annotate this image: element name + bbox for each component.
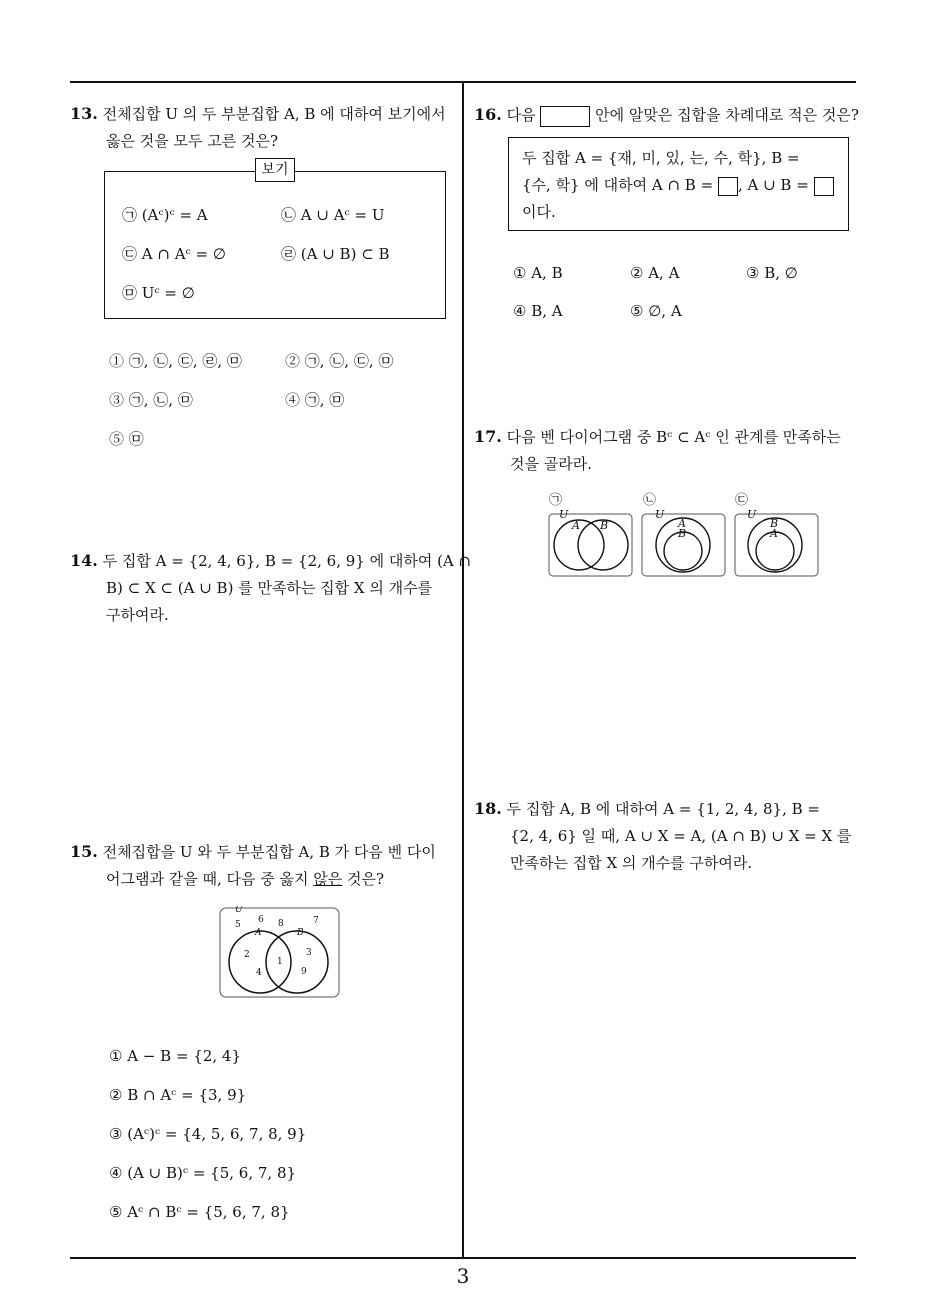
q15-venn-onlya-1: 2 — [244, 950, 250, 960]
q17-venn-3[interactable] — [734, 505, 820, 579]
q15-venn-outside-2: 6 — [258, 915, 264, 925]
q17-venn-1-outer: A — [572, 519, 580, 532]
q15-venn-diagram — [218, 906, 342, 1000]
q16-choice-3[interactable]: ③ B, ∅ — [746, 264, 798, 282]
q14-stem-line3: 구하여라. — [106, 606, 169, 624]
q16-number: 16. — [474, 105, 502, 124]
q16-box-line3: 이다. — [522, 203, 556, 221]
q15-choice-3[interactable]: ③ (Aᶜ)ᶜ = {4, 5, 6, 7, 8, 9} — [109, 1125, 307, 1143]
q15-stem-emphasis: 않은 — [313, 870, 343, 888]
q15-venn-both-1: 1 — [277, 957, 283, 967]
q15-venn-onlyb-2: 9 — [301, 967, 307, 977]
q14-stem-line1: 두 집합 A = {2, 4, 6}, B = {2, 6, 9} 에 대하여 (A ∩ — [102, 552, 472, 570]
q16-prompt-b: 안에 알맞은 집합을 차례대로 적은 것은? — [595, 106, 859, 124]
q17-venn-2-u: U — [655, 508, 665, 521]
q13-item-3: ㉢ A ∩ Aᶜ = ∅ — [122, 245, 226, 263]
q15-venn-onlyb-1: 3 — [306, 948, 312, 958]
q16-choice-2[interactable]: ② A, A — [630, 264, 680, 282]
q15-venn-label-a: A — [255, 928, 262, 938]
q17-venn-3-inner: A — [770, 527, 778, 540]
q16-box-line1: 두 집합 A = {재, 미, 있, 는, 수, 학}, B = — [522, 149, 800, 167]
q15-stem-line2c: 것은? — [342, 870, 385, 888]
q15-venn-outside-3: 8 — [278, 919, 284, 929]
q16-choice-4[interactable]: ④ B, A — [513, 302, 563, 320]
q17-venn-2[interactable] — [641, 505, 727, 579]
q17-stem-line1: 다음 벤 다이어그램 중 Bᶜ ⊂ Aᶜ 인 관계를 만족하는 — [506, 428, 841, 446]
q13-number: 13. — [70, 104, 98, 123]
q17-mark-1: ㉠ — [549, 493, 563, 508]
page-number: 3 — [456, 1264, 470, 1288]
q18-stem-line3: 만족하는 집합 X 의 개수를 구하여라. — [510, 854, 753, 872]
q13-choice-3[interactable]: ③ ㉠, ㉡, ㉤ — [109, 391, 193, 409]
q16-blank-2 — [814, 177, 834, 196]
q17-venn-1-inner: B — [600, 519, 609, 532]
q16-box-line2a: {수, 학} 에 대하여 A ∩ B = — [522, 176, 714, 194]
question-14 — [70, 547, 472, 629]
q17-mark-2: ㉡ — [643, 493, 657, 508]
q17-venn-2-inner: B — [678, 527, 687, 540]
q16-prompt-blank — [540, 106, 590, 127]
q16-choice-1[interactable]: ① A, B — [513, 264, 563, 282]
q17-stem-line2: 것을 골라라. — [510, 455, 592, 473]
q15-choice-5[interactable]: ⑤ Aᶜ ∩ Bᶜ = {5, 6, 7, 8} — [109, 1203, 290, 1221]
q13-stem-line1: 전체집합 U 의 두 부분집합 A, B 에 대하여 보기에서 — [102, 105, 446, 123]
q16-blank-1 — [718, 177, 738, 196]
question-15 — [70, 838, 460, 893]
q13-item-5: ㉤ Uᶜ = ∅ — [122, 284, 195, 302]
q17-mark-3: ㉢ — [735, 493, 749, 508]
q15-stem-line1: 전체집합을 U 와 두 부분집합 A, B 가 다음 벤 다이 — [102, 843, 436, 861]
q14-number: 14. — [70, 551, 98, 570]
q15-venn-outside-1: 5 — [235, 920, 241, 930]
question-17 — [474, 423, 864, 478]
question-13 — [70, 100, 460, 155]
q15-choice-2[interactable]: ② B ∩ Aᶜ = {3, 9} — [109, 1086, 247, 1104]
q13-choice-5[interactable]: ⑤ ㉤ — [109, 430, 144, 448]
q17-number: 17. — [474, 427, 502, 446]
q13-bogi-title: 보기 — [255, 158, 295, 182]
column-divider — [462, 81, 464, 1259]
q16-condition-text — [522, 145, 842, 226]
q13-choice-4[interactable]: ④ ㉠, ㉤ — [285, 391, 345, 409]
q17-venn-3-u: U — [747, 508, 757, 521]
q13-stem-line2: 옳은 것을 모두 고른 것은? — [106, 132, 279, 150]
q17-venn-1-u: U — [559, 508, 569, 521]
q15-venn-label-b: B — [297, 928, 304, 938]
q18-stem-line2: {2, 4, 6} 일 때, A ∪ X = A, (A ∩ B) ∪ X = X 를 — [510, 827, 852, 845]
q16-box-line2b: , A ∪ B = — [737, 176, 809, 194]
q13-item-2: ㉡ A ∪ Aᶜ = U — [281, 206, 385, 224]
q17-venn-1[interactable] — [548, 505, 634, 579]
q13-choice-1[interactable]: ① ㉠, ㉡, ㉢, ㉣, ㉤ — [109, 352, 242, 370]
q15-venn-label-u: U — [235, 906, 243, 915]
q15-number: 15. — [70, 842, 98, 861]
q16-prompt-a: 다음 — [506, 106, 536, 124]
q17-venn-3-outer: B — [770, 517, 779, 530]
q17-venn-2-outer: A — [678, 517, 686, 530]
q13-item-1: ㉠ (Aᶜ)ᶜ = A — [122, 206, 208, 224]
question-18 — [474, 795, 864, 877]
q13-item-4: ㉣ (A ∪ B) ⊂ B — [281, 245, 390, 263]
q18-stem-line1: 두 집합 A, B 에 대하여 A = {1, 2, 4, 8}, B = — [506, 800, 820, 818]
q13-choice-2[interactable]: ② ㉠, ㉡, ㉢, ㉤ — [285, 352, 394, 370]
q15-venn-onlya-2: 4 — [256, 968, 262, 978]
q16-choice-5[interactable]: ⑤ ∅, A — [630, 302, 682, 320]
q18-number: 18. — [474, 799, 502, 818]
q14-stem-line2: B) ⊂ X ⊂ (A ∪ B) 를 만족하는 집합 X 의 개수를 — [106, 579, 433, 597]
question-16 — [474, 101, 859, 129]
q15-venn-outside-4: 7 — [313, 916, 319, 926]
q15-choice-4[interactable]: ④ (A ∪ B)ᶜ = {5, 6, 7, 8} — [109, 1164, 297, 1182]
q15-stem-line2a: 어그램과 같을 때, 다음 중 옳지 — [106, 870, 314, 888]
q15-choice-1[interactable]: ① A − B = {2, 4} — [109, 1047, 241, 1065]
